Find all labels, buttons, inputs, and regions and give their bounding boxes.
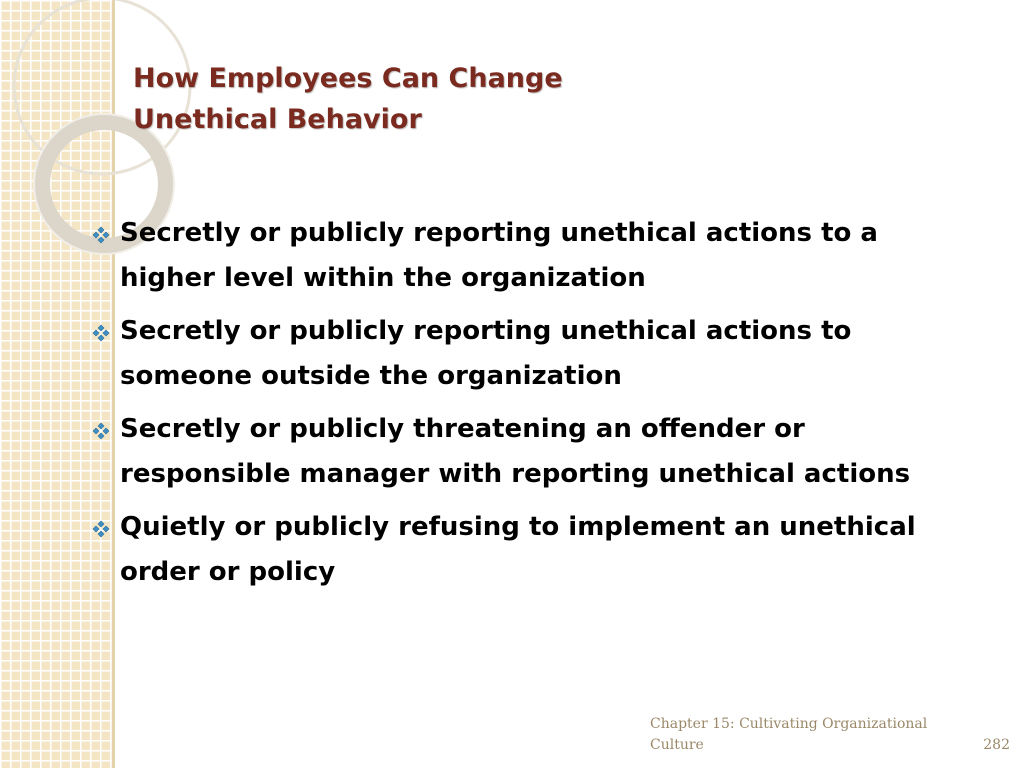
- page-number: 282: [983, 737, 1010, 753]
- four-diamond-bullet-icon: [91, 225, 111, 245]
- bullet-list: [88, 211, 968, 603]
- four-diamond-bullet-icon: [91, 323, 111, 343]
- four-diamond-bullet-icon: [91, 421, 111, 441]
- bullet-item: [88, 407, 968, 497]
- title-line-1: How Employees Can Change: [133, 63, 563, 94]
- bullet-text: Secretly or publicly reporting unethical actions to someone outside the organization: [120, 316, 852, 391]
- bullet-text: Secretly or publicly threatening an offender or responsible manager with reporting unethical actions: [120, 414, 911, 489]
- bullet-text: Secretly or publicly reporting unethical actions to a higher level within the organization: [120, 218, 878, 293]
- footer-chapter-text: Chapter 15: Cultivating Organizational Culture: [650, 716, 928, 753]
- title-line-2: Unethical Behavior: [133, 104, 422, 135]
- bullet-item: [88, 309, 968, 399]
- bullet-item: [88, 505, 968, 595]
- four-diamond-bullet-icon: [91, 519, 111, 539]
- bullet-item: [88, 211, 968, 301]
- slide-title: [133, 58, 693, 140]
- bullet-text: Quietly or publicly refusing to implement an unethical order or policy: [120, 512, 916, 587]
